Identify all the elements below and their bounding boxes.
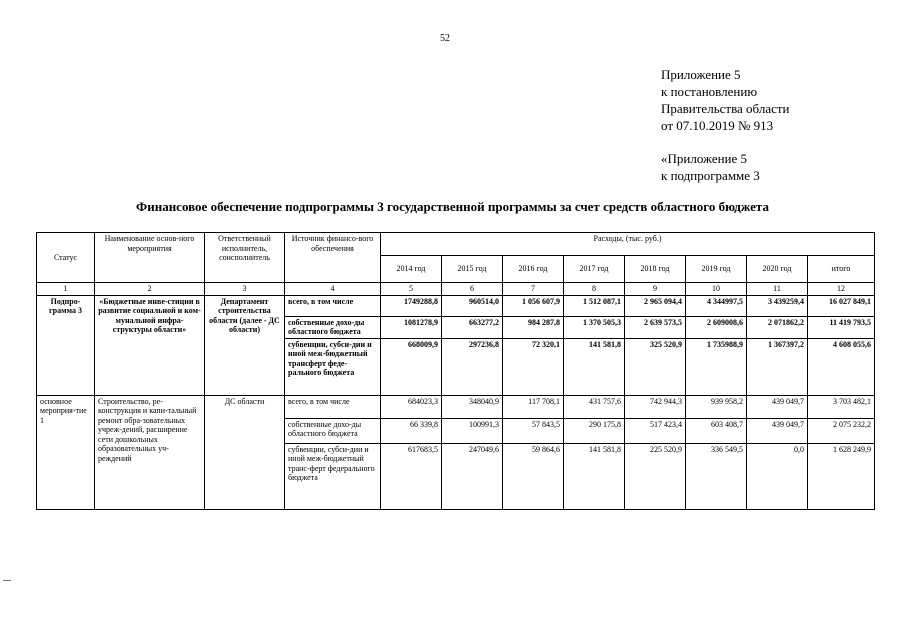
appendix-line: «Приложение 5 [661,151,748,166]
column-number: 11 [747,283,808,296]
header-year: 2016 год [503,256,564,283]
status-cell: основное мероприя-тие 1 [37,395,95,509]
total-cell: 11 419 793,5 [808,316,875,338]
table-row [37,395,875,418]
value-cell: 663277,2 [442,316,503,338]
value-cell: 141 581,8 [564,338,625,395]
value-cell: 2 609008,6 [686,316,747,338]
value-cell: 57 843,5 [503,418,564,443]
value-cell: 4 344997,5 [686,295,747,316]
financing-table [36,232,875,510]
total-cell: 2 075 232,2 [808,418,875,443]
source-cell: субвенции, субси-дии и иной меж-бюджетный трансферт феде-рального бюджета [285,338,381,395]
header-year: 2017 год [564,256,625,283]
header-year: 2020 год [747,256,808,283]
value-cell: 984 287,8 [503,316,564,338]
measure-name-cell: Строительство, ре-конструкция и капи-тальный ремонт обра-зовательных учреж-дений, расширение сети дошкольных образовательных уч-реждений [95,395,205,509]
column-number: 9 [625,283,686,296]
value-cell: 939 958,2 [686,395,747,418]
table-row [37,295,875,316]
value-cell: 247049,6 [442,443,503,509]
value-cell: 2 965 094,4 [625,295,686,316]
value-cell: 439 049,7 [747,418,808,443]
header-year: 2015 год [442,256,503,283]
value-cell: 348040,9 [442,395,503,418]
value-cell: 439 049,7 [747,395,808,418]
header-year: 2014 год [381,256,442,283]
value-cell: 0,0 [747,443,808,509]
column-number: 5 [381,283,442,296]
value-cell: 1 512 087,1 [564,295,625,316]
source-cell: всего, в том числе [285,395,381,418]
header-year: 2018 год [625,256,686,283]
appendix-subheader [661,150,760,184]
document-title: Финансовое обеспечение подпрограммы 3 государственной программы за счет средств областного бюджета [136,199,769,214]
column-number: 6 [442,283,503,296]
value-cell: 3 439259,4 [747,295,808,316]
value-cell: 1 735988,9 [686,338,747,395]
header-year: 2019 год [686,256,747,283]
value-cell: 742 944,3 [625,395,686,418]
value-cell: 431 757,6 [564,395,625,418]
value-cell: 66 339,8 [381,418,442,443]
status-cell: Подпро-грамма 3 [37,295,95,395]
value-cell: 336 549,5 [686,443,747,509]
value-cell: 100991,3 [442,418,503,443]
header-row [37,233,875,256]
value-cell: 1 056 607,9 [503,295,564,316]
value-cell: 297236,8 [442,338,503,395]
appendix-line: Правительства области [661,101,790,116]
value-cell: 59 864,6 [503,443,564,509]
total-cell: 3 703 482,1 [808,395,875,418]
value-cell: 603 408,7 [686,418,747,443]
column-number: 8 [564,283,625,296]
total-cell: 1 628 249,9 [808,443,875,509]
value-cell: 72 320,1 [503,338,564,395]
column-number: 12 [808,283,875,296]
value-cell: 2 071862,2 [747,316,808,338]
appendix-header [661,66,790,134]
page-number: 52 [440,33,450,44]
source-cell: собственные дохо-ды областного бюджета [285,316,381,338]
executor-cell: ДС области [205,395,285,509]
column-number: 2 [95,283,205,296]
value-cell: 325 520,9 [625,338,686,395]
value-cell: 2 639 573,5 [625,316,686,338]
source-cell: всего, в том числе [285,295,381,316]
header-expenses: Расходы, (тыс. руб.) [381,233,875,256]
column-number: 10 [686,283,747,296]
total-cell: 4 608 055,6 [808,338,875,395]
value-cell: 290 175,8 [564,418,625,443]
value-cell: 1749288,8 [381,295,442,316]
appendix-line: к подпрограмме 3 [661,168,760,183]
value-cell: 141 581,8 [564,443,625,509]
value-cell: 617683,5 [381,443,442,509]
column-number-row [37,283,875,296]
margin-mark [3,580,11,581]
source-cell: субвенции, субси-дии и иной меж-бюджетный транс-ферт федерального бюджета [285,443,381,509]
value-cell: 117 708,1 [503,395,564,418]
appendix-line: к постановлению [661,84,758,99]
value-cell: 517 423,4 [625,418,686,443]
value-cell: 668009,9 [381,338,442,395]
column-number: 7 [503,283,564,296]
header-source: Источник финансо-вого обеспечения [285,233,381,283]
header-name: Наименование основ-ного мероприятия [95,233,205,283]
column-number: 3 [205,283,285,296]
value-cell: 1 367397,2 [747,338,808,395]
total-cell: 16 027 849,1 [808,295,875,316]
header-status: Статус [37,233,95,283]
value-cell: 1081278,9 [381,316,442,338]
source-cell: собственные дохо-ды областного бюджета [285,418,381,443]
appendix-line: от 07.10.2019 № 913 [661,118,774,133]
measure-name-cell: «Бюджетные инве-стиции в развитие социальной и ком-мунальной инфра-структуры области» [95,295,205,395]
executor-cell: Департамент строительства области (далее - ДС области) [205,295,285,395]
value-cell: 225 520,9 [625,443,686,509]
value-cell: 960514,0 [442,295,503,316]
column-number: 4 [285,283,381,296]
header-total: итого [808,256,875,283]
header-executor: Ответственный исполнитель, соисполнитель [205,233,285,283]
column-number: 1 [37,283,95,296]
appendix-line: Приложение 5 [661,67,741,82]
value-cell: 684023,3 [381,395,442,418]
value-cell: 1 370 505,3 [564,316,625,338]
